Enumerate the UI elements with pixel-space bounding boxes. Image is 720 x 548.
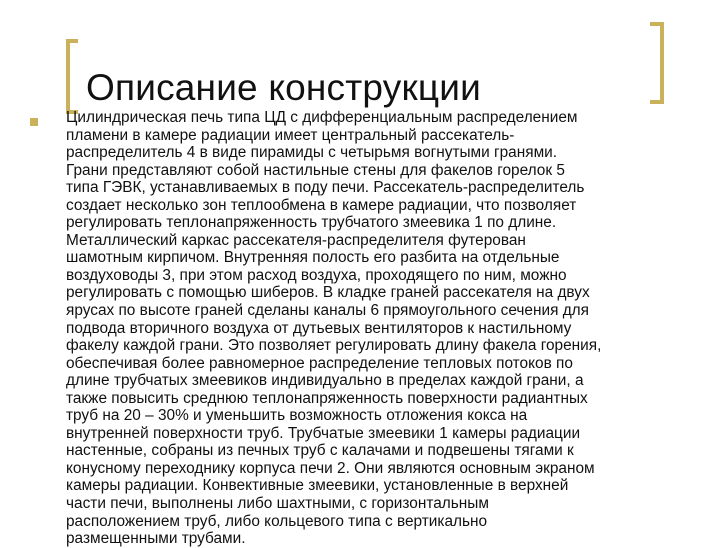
- text-line: шамотным кирпичом. Внутренняя полость его разбита на отдельные: [66, 249, 560, 267]
- text-line: распределитель 4 в виде пирамиды с четырьмя вогнутыми гранями.: [66, 144, 558, 162]
- text-line: Цилиндрическая печь типа ЦД с дифференциальным распределением: [66, 109, 578, 126]
- text-line: Грани представляют собой настильные стены для факелов горелок 5: [66, 161, 565, 179]
- text-line: факелу каждой грани. Это позволяет регулировать длину факела горения,: [66, 337, 602, 355]
- slide-title: Описание конструкции: [86, 67, 481, 108]
- text-line: также повысить среднюю теплонапряженность поверхности радиантных: [66, 389, 588, 407]
- text-line: размещенными трубами.: [66, 530, 246, 548]
- text-line: ярусах по высоте граней сделаны каналы 6 прямоугольного сечения для: [66, 302, 589, 320]
- left-bracket-decoration: [66, 39, 78, 114]
- text-line: подвода вторичного воздуха от дутьевых вентиляторов к настильному: [66, 319, 572, 337]
- text-line: длине трубчатых змеевиков индивидуально в пределах каждой грани, а: [66, 372, 584, 390]
- text-line: регулировать с помощью шиберов. В кладке граней рассекателя на двух: [66, 284, 590, 302]
- text-line: внутренней поверхности труб. Трубчатые змеевики 1 камеры радиации: [66, 424, 581, 442]
- text-line: Металлический каркас рассекателя-распределителя футерован: [66, 231, 526, 249]
- text-line: расположением труб, либо кольцевого типа с вертикально: [66, 512, 488, 530]
- text-line: камеры радиации. Конвективные змеевики, установленные в верхней: [66, 477, 569, 495]
- text-line: обеспечивая более равномерное распределение тепловых потоков по: [66, 354, 573, 372]
- text-line: пламени в камере радиации имеет центральный рассекатель-: [66, 126, 515, 144]
- text-line: конусному переходнику корпуса печи 2. Они являются основным экраном: [66, 459, 595, 477]
- bullet-square-icon: [30, 118, 38, 126]
- right-bracket-decoration: [650, 22, 664, 104]
- text-line: воздуховоды 3, при этом расход воздуха, проходящего по ним, можно: [66, 266, 567, 284]
- text-line: настенные, собраны из печных труб с калачами и подвешены тягами к: [66, 442, 574, 460]
- bullet-text: [66, 109, 698, 548]
- text-line: типа ГЭВК, устанавливаемых в поду печи. Рассекатель-распределитель: [66, 179, 585, 197]
- text-line: регулировать теплонапряженность трубчатого змеевика 1 по длине.: [66, 214, 557, 232]
- text-line: части печи, выполнены либо шахтными, с горизонтальным: [66, 495, 489, 513]
- text-line: труб на 20 – 30% и уменьшить возможность отложения кокса на: [66, 407, 528, 425]
- text-line: создает несколько зон теплообмена в камере радиации, что позволяет: [66, 196, 577, 214]
